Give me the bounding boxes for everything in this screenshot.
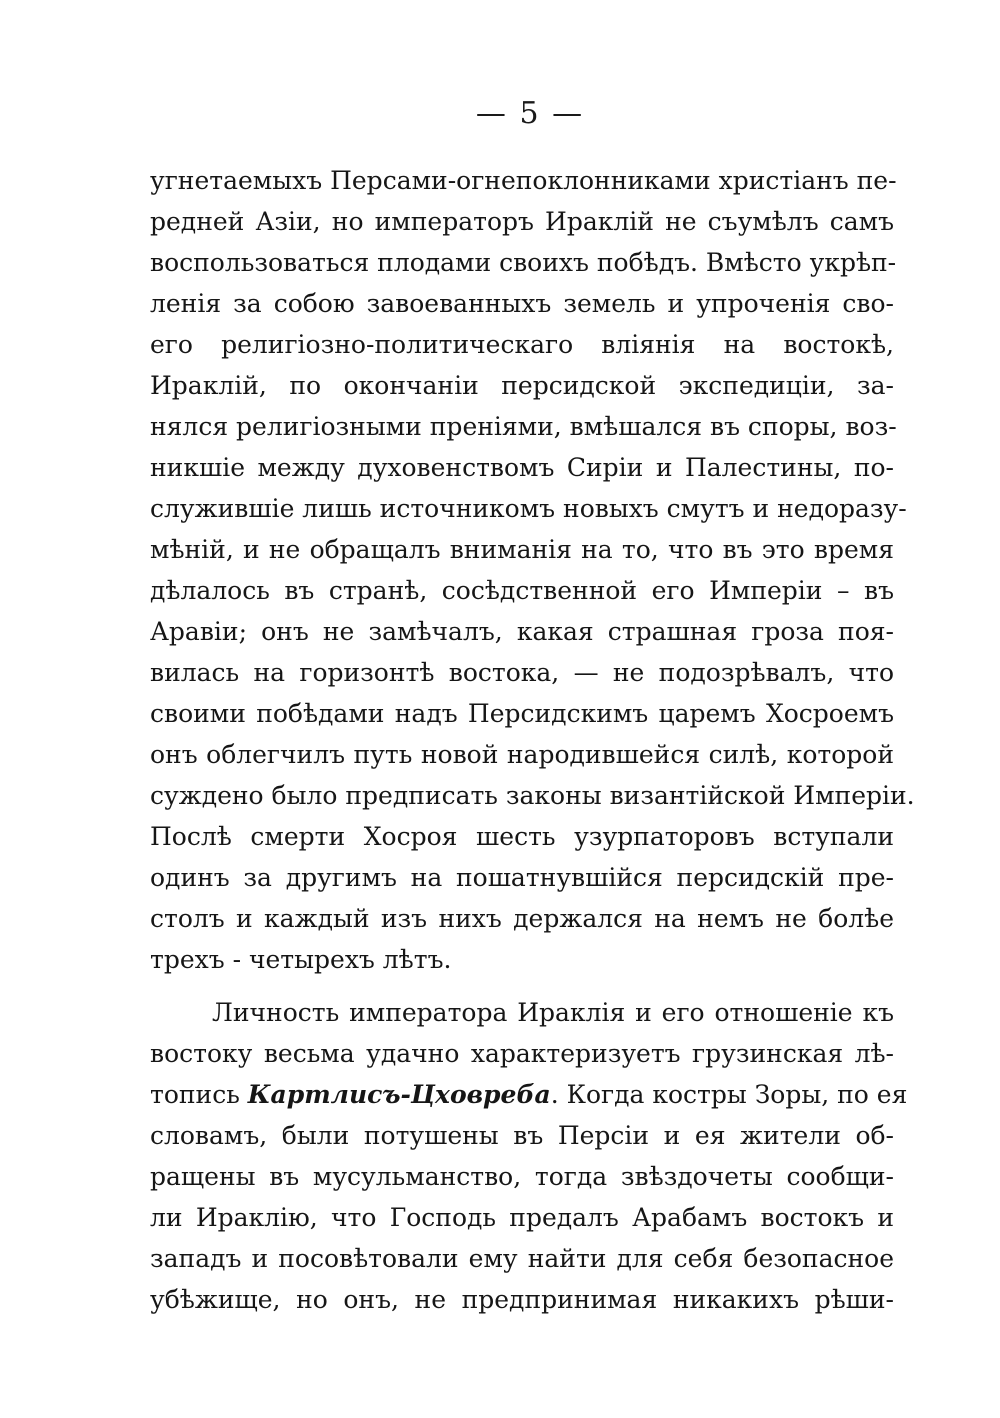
text-line: редней Азiи, но императоръ Ираклiй не съумѣлъ самъ [150,207,894,236]
text-line: суждено было предписать законы византiйской Имперiи. [150,781,915,810]
paragraph-1 [150,160,915,980]
text-line: Ираклiй, по окончанiи персидской экспедицiи, за- [150,371,894,400]
text-line: Послѣ смерти Хосроя шесть узурпаторовъ вступали [150,822,894,851]
body-text [150,160,915,1320]
text-line: его религiозно-политическаго влiянiя на востокѣ, [150,330,894,359]
text-line: нялся религiозными пренiями, вмѣшался въ споры, воз- [150,412,897,441]
text-fragment: . Когда костры Зоры, по ея [550,1080,908,1109]
text-line: ленiя за собою завоеванныхъ земель и упроченiя сво- [150,289,894,318]
text-line: угнетаемыхъ Персами-огнепоклонниками христiанъ пе- [150,166,897,195]
text-line: одинъ за другимъ на пошатнувшiйся персидскiй пре- [150,863,894,892]
text-line: онъ облегчилъ путь новой народившейся силѣ, которой [150,740,894,769]
text-line: вилась на горизонтѣ востока, — не подозрѣвалъ, что [150,658,894,687]
text-fragment: топись [150,1080,248,1109]
text-line: воспользоваться плодами своихъ побѣдъ. Вмѣсто укрѣп- [150,248,897,277]
text-line: дѣлалось въ странѣ, сосѣдственной его Имперiи – въ [150,576,894,605]
text-line: востоку весьма удачно характеризуетъ грузинская лѣ- [150,1039,894,1068]
text-line: своими побѣдами надъ Персидскимъ царемъ Хосроемъ [150,699,894,728]
text-line: убѣжище, но онъ, не предпринимая никакихъ рѣши- [150,1285,894,1314]
text-line: столъ и каждый изъ нихъ держался на немъ не болѣе [150,904,894,933]
text-line: никшiе между духовенствомъ Сирiи и Палестины, по- [150,453,894,482]
text-line: западъ и посовѣтовали ему найти для себя безопасное [150,1244,894,1273]
chronicle-title: Картлисъ-Цховреба [247,1080,551,1109]
text-line: трехъ - четырехъ лѣтъ. [150,945,452,974]
text-line: мѣнiй, и не обращалъ вниманiя на то, что въ это время [150,535,894,564]
paragraph-gap [150,980,894,992]
text-line: Личность императора Ираклiя и его отношенiе къ [212,998,894,1027]
text-line: служившiе лишь источникомъ новыхъ смутъ и недоразу- [150,494,907,523]
page-number: — 5 — [475,96,585,131]
text-line: Аравiи; онъ не замѣчалъ, какая страшная гроза поя- [150,617,894,646]
paragraph-2 [150,992,908,1320]
text-line-with-title [150,1074,908,1115]
text-line: ли Ираклiю, что Господь предалъ Арабамъ востокъ и [150,1203,894,1232]
text-line: словамъ, были потушены въ Персiи и ея жители об- [150,1121,894,1150]
text-line: ращены въ мусульманство, тогда звѣздочеты сообщи- [150,1162,894,1191]
